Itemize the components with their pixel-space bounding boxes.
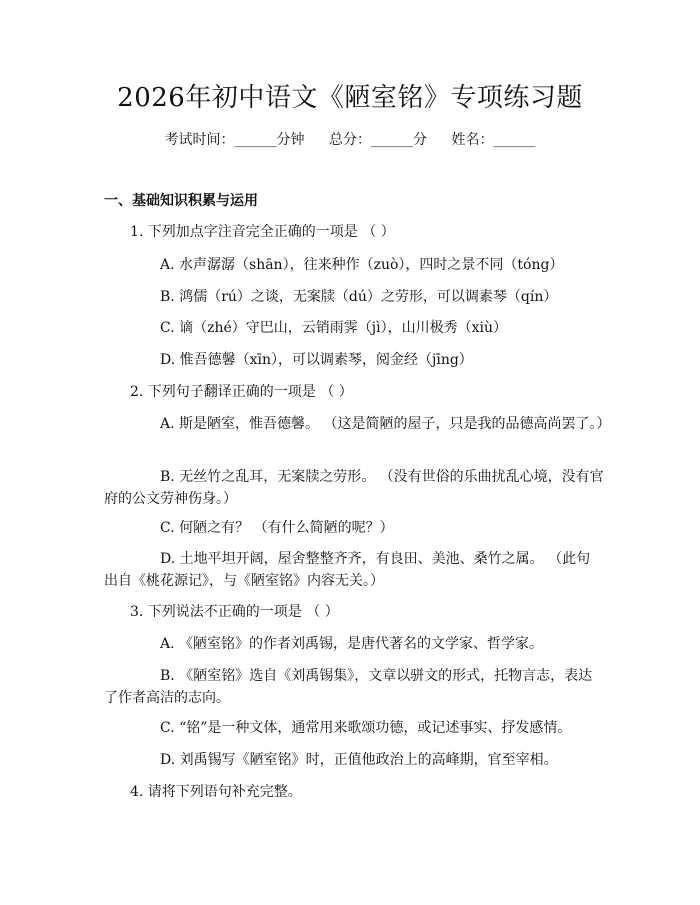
question-3-stem: 3. 下列说法不正确的一项是 （ ） [130, 604, 339, 620]
total-score-unit: 分 [413, 132, 427, 148]
exam-info [0, 128, 700, 152]
total-score-label: 总分： [329, 132, 371, 148]
section-title-1: 一、基础知识积累与运用 [104, 193, 258, 209]
question-1-stem: 1. 下列加点字注音完全正确的一项是 （ ） [130, 224, 395, 240]
exam-time [165, 128, 305, 152]
question-3-option-d: D. 刘禹锡写《陋室铭》时，正值他政治上的高峰期，官至宰相。 [160, 752, 558, 768]
question-3-option-b: B. 《陋室铭》选自《刘禹锡集》，文章以骈文的形式，托物言志，表达了作者高洁的志向。 [104, 668, 593, 706]
question-4-stem: 4. 请将下列语句补充完整。 [130, 784, 302, 800]
question-3-option-a: A. 《陋室铭》的作者刘禹锡，是唐代著名的文学家、哲学家。 [160, 636, 544, 652]
exam-time-unit: 分钟 [276, 132, 305, 148]
question-2-option-d: D. 土地平坦开阔，屋舍整整齐齐，有良田、美池、桑竹之属。 （此句出自《桃花源记》，与《陋室铭》内容无关。） [104, 551, 591, 589]
question-3-option-c: C. “铭”是一种文体，通常用来歌颂功德，或记述事实、抒发感情。 [160, 720, 572, 736]
question-1-option-a: A. 水声潺潺（shān），往来种作（zuò），四时之景不同（tóng） [160, 257, 564, 273]
question-1-option-c: C. 谪（zhé）守巴山，云销雨霁（jì），山川极秀（xiù） [160, 320, 507, 336]
question-2-option-b: B. 无丝竹之乱耳，无案牍之劳形。 （没有世俗的乐曲扰乱心境，没有官府的公文劳神伤身。） [104, 469, 604, 507]
total-score [329, 128, 427, 152]
question-2-option-c: C. 何陋之有？ （有什么简陋的呢？） [160, 520, 394, 536]
exam-time-label: 考试时间： [164, 132, 235, 148]
page-title: 2026年初中语文《陋室铭》专项练习题 [117, 83, 583, 113]
question-2-option-a: A. 斯是陋室，惟吾德馨。 （这是简陋的屋子，只是我的品德高尚罢了。） [160, 416, 611, 432]
exam-time-blank: ______ [234, 132, 277, 148]
student-name-label: 姓名： [451, 132, 494, 148]
total-score-blank: ______ [371, 132, 413, 148]
student-name-blank: ______ [493, 132, 536, 148]
question-2-stem: 2. 下列句子翻译正确的一项是 （ ） [130, 384, 353, 400]
question-1-option-b: B. 鸿儒（rú）之谈，无案牍（dú）之劳形，可以调素琴（qín） [160, 289, 558, 305]
question-1-option-d: D. 惟吾德馨（xīn），可以调素琴，阅金经（jīng） [160, 352, 473, 368]
student-name [451, 128, 535, 152]
